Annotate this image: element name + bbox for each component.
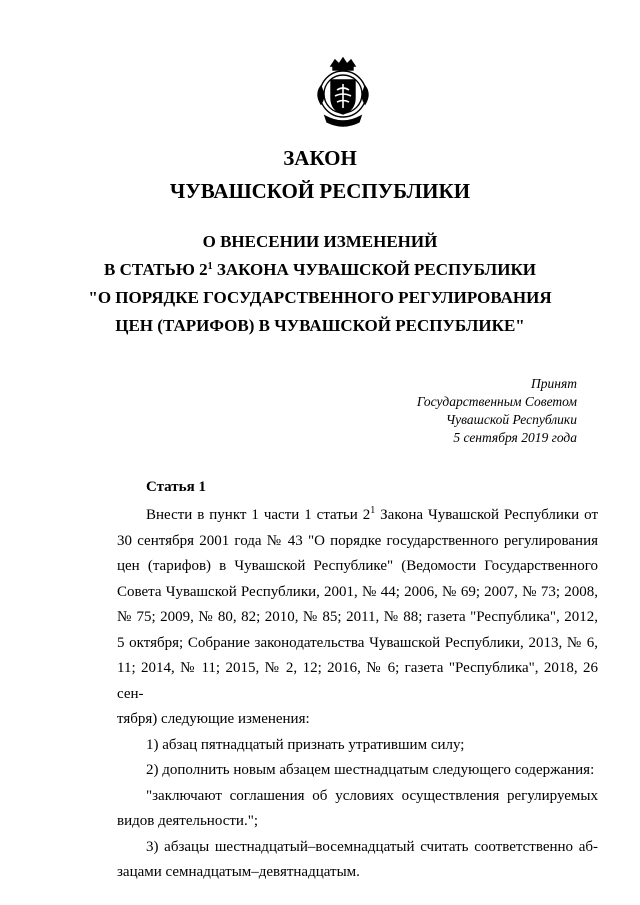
intro-line: тября) следующие изменения: — [117, 711, 310, 727]
item-3-line-2: зацами семнадцатым–девятнадцатым. — [117, 864, 360, 880]
intro-line: 11; 2014, № 11; 2015, № 2, 12; 2016, № 6; газета "Республика", 2018, 26 сен- — [117, 660, 598, 702]
law-subject — [0, 228, 640, 340]
adoption-line-1: Принят — [531, 376, 577, 391]
intro-line — [117, 503, 598, 529]
subject-line-3: "О ПОРЯДКЕ ГОСУДАРСТВЕННОГО РЕГУЛИРОВАНИЯ — [88, 288, 552, 307]
subject-line-2 — [0, 256, 640, 284]
intro-superscript: 1 — [370, 505, 376, 516]
adoption-line-2: Государственным Советом — [416, 394, 577, 409]
article-body — [117, 503, 598, 886]
law-title-line-2: ЧУВАШСКОЙ РЕСПУБЛИКИ — [169, 179, 471, 203]
quote-line-1: "заключают соглашения об условиях осуществления регулируемых — [146, 787, 598, 804]
intro-line: цен (тарифов) в Чувашской Республике" (Ведомости Государственного — [117, 558, 598, 574]
law-title — [0, 142, 640, 208]
subject-line-2-end: ЗАКОНА ЧУВАШСКОЙ РЕСПУБЛИКИ — [212, 260, 536, 279]
chuvash-coat-of-arms-icon — [311, 52, 375, 140]
intro-line: 5 октября; Собрание законодательства Чувашской Республики, 2013, № 6, — [117, 634, 598, 651]
adoption-date: 5 сентября 2019 года — [453, 430, 577, 445]
intro-end: Закона Чувашской Республики от — [375, 507, 599, 523]
intro-line: № 75; 2009, № 80, 82; 2010, № 85; 2011, № 88; газета "Республика", 2012, — [117, 609, 598, 625]
item-3-line-1: 3) абзацы шестнадцатый–восемнадцатый считать соответственно аб- — [146, 838, 598, 855]
law-title-line-1: ЗАКОН — [283, 146, 357, 170]
article-title: Статья 1 — [146, 479, 206, 495]
item-1: 1) абзац пятнадцатый признать утратившим силу; — [146, 736, 465, 753]
intro-line: 30 сентября 2001 года № 43 "О порядке государственного регулирования — [117, 532, 598, 549]
intro-line: Совета Чувашской Республики, 2001, № 44; 2006, № 69; 2007, № 73; 2008, — [117, 583, 598, 600]
quote-line-2: видов деятельности."; — [117, 813, 258, 829]
adoption-line-3: Чувашской Республики — [445, 412, 577, 427]
subject-line-4: ЦЕН (ТАРИФОВ) В ЧУВАШСКОЙ РЕСПУБЛИКЕ" — [115, 316, 525, 335]
subject-line-2-start: В СТАТЬЮ 2 — [104, 260, 208, 279]
adoption-note — [417, 375, 577, 447]
intro-start: Внести в пункт 1 части 1 статьи 2 — [146, 507, 371, 523]
item-2: 2) дополнить новым абзацем шестнадцатым следующего содержания: — [146, 762, 595, 778]
subject-superscript: 1 — [207, 261, 213, 272]
subject-line-1: О ВНЕСЕНИИ ИЗМЕНЕНИЙ — [202, 232, 438, 251]
